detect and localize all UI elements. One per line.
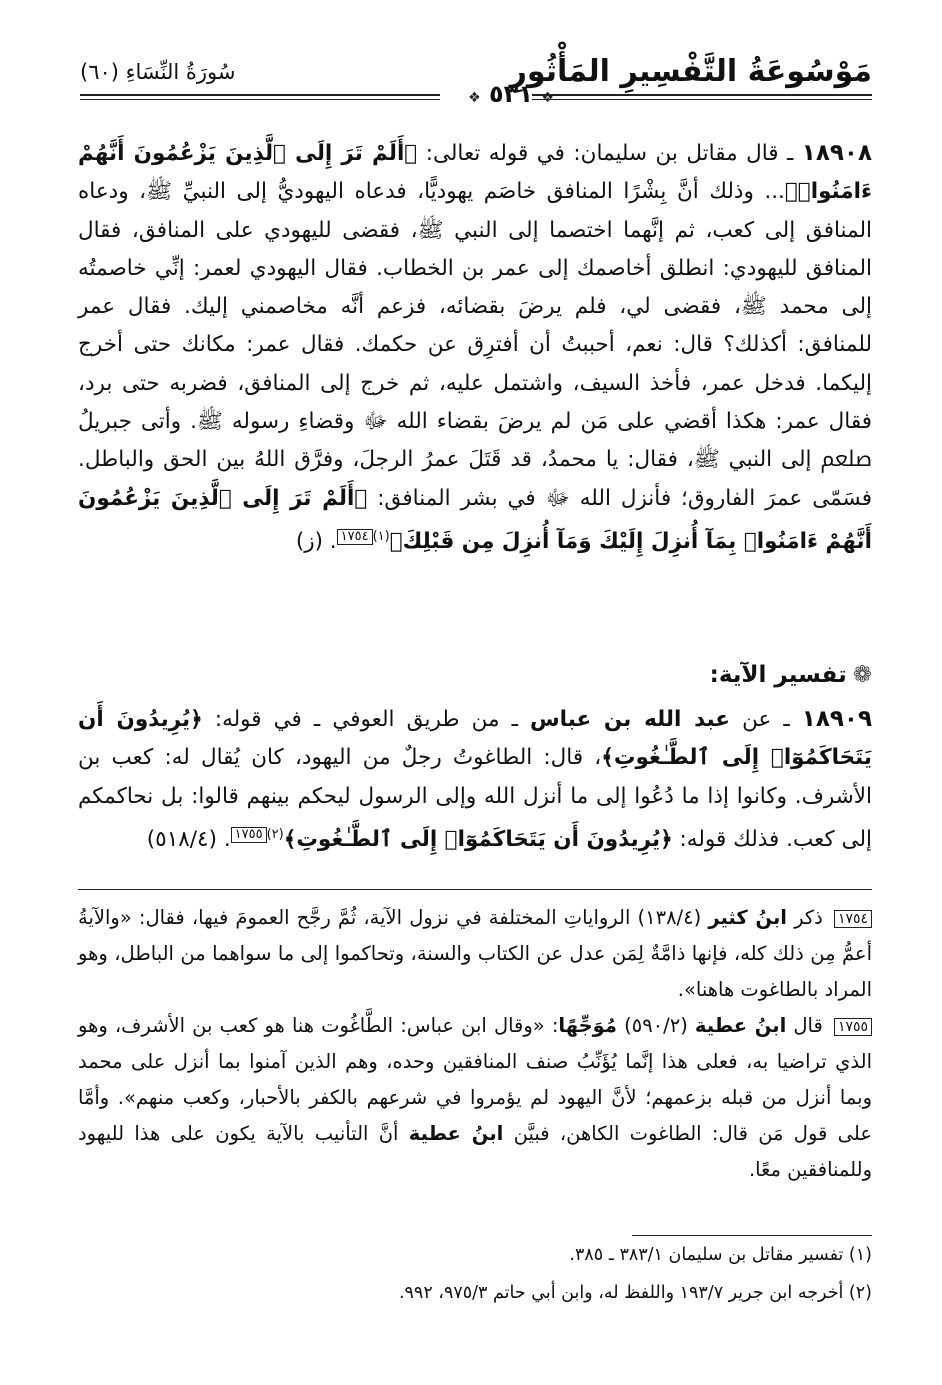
- entry-number: ١٨٩٠٨: [801, 140, 872, 166]
- notes-separator: [78, 889, 872, 890]
- footnote-1: (١) تفسير مقاتل بن سليمان ٣٨٣/١ ـ ٣٨٥.: [569, 1245, 872, 1265]
- entry-body: ، قال: الطاغوتُ رجلٌ من اليهود، كان يُقال له: كعب بن الأشرف. وكانوا إذا ما دُعُوا إلى ما أنزل الله وإلى الرسول ليحكم بينهم قالوا: بل نحاكمكم إلى كعب. فذلك قوله:: [78, 745, 872, 853]
- note-author: ابنُ عطية: [408, 1122, 504, 1145]
- header-rule-left: [80, 94, 440, 96]
- note-text-2: أنَّ التأنيب بالآية يكون على هذا لليهود وللمنافقين معًا.: [78, 1122, 872, 1181]
- entry-intro: ـ قال مقاتل بن سليمان: في قوله تعالى:: [417, 141, 802, 166]
- page-number: [440, 80, 582, 108]
- note-mid: (٥٩٠/٢): [616, 1014, 695, 1037]
- footnote-2: (٢) أخرجه ابن جرير ١٩٣/٧ واللفظ له، وابن أبي حاتم ٩٧٥/٣، ٩٩٢.: [398, 1283, 872, 1303]
- scholar-notes: [78, 900, 872, 1188]
- ornament-icon: ❖: [541, 90, 554, 106]
- note-ref-box: ١٧٥٥: [231, 827, 267, 843]
- section-title: تفسير الآية:: [709, 662, 847, 688]
- note-ref-box: ١٧٥٤: [337, 529, 373, 545]
- header-rule-left-thin: [80, 99, 440, 100]
- book-title: مَوْسُوعَةُ التَّفْسِيرِ المَأْثُورِ: [509, 54, 872, 89]
- flower-ornament-icon: ❁: [852, 662, 872, 688]
- quran-quote: ﴿أَلَمْ تَرَ إِلَى ٱلَّذِينَ يَزْعُمُونَ أَنَّهُمْ ءَامَنُوا۟ بِمَآ أُنزِلَ إِلَيْكَ وَمَآ أُنزِلَ مِن قَبْلِكَ﴾: [78, 485, 872, 555]
- note-1755: [78, 1008, 872, 1188]
- entry-number: ١٨٩٠٩: [801, 706, 872, 732]
- entry-tail: . (ز): [295, 529, 337, 555]
- note-pre: قال: [786, 1014, 830, 1037]
- note-text: (١٣٨/٤) الرواياتِ المختلفة في نزول الآية، ثُمَّ رجَّح العمومَ فيها، فقال: «والآيةُ أعمُّ مِن ذلك كله، فإنها ذامَّةٌ لِمَن عدل عن الكتاب والسنة، وتحاكموا إلى ما سواهما من الباطل، وهو المراد بالطاغوت هاهنا».: [78, 906, 872, 1001]
- surah-label: سُورَةُ النِّسَاءِ (٦٠): [80, 60, 236, 84]
- header-rule-right: [532, 94, 872, 96]
- ornament-icon: ❖: [468, 90, 481, 106]
- entry-18908: [78, 134, 872, 561]
- quran-quote: ﴿أَلَمْ تَرَ إِلَى ٱلَّذِينَ يَزْعُمُونَ أَنَّهُمْ ءَامَنُوا۟﴾: [78, 141, 872, 205]
- entry-body: ... وذلك أنَّ بِشْرًا المنافق خاصَم يهوديًّا، فدعاه اليهوديُّ إلى النبيِّ ﷺ، ودعاه المنافق إلى كعب، ثم إنَّهما اختصما إلى النبي ﷺ، فقضى لليهودي على المنافق، فقال المنافق لليهودي: انطلق أخاصمك إلى عمر بن الخطاب. فقال اليهودي لعمر: إنِّي خاصمتُه إلى محمد ﷺ، فقضى لي، فلم يرضَ بقضائه، فزعم أنَّه مخاصمني إليك. فقال عمر للمنافق: أكذلك؟ قال: نعم، أحببتُ أن أفترِق عن حكمك. فقال عمر: مكانك حتى أخرج إليكما. فدخل عمر، فأخذ السيف، واشتمل عليه، ثم خرج إلى المنافق، فضربه حتى برد، فقال عمر: هكذا أقضي على مَن لم يرضَ بقضاء الله ﷻ وقضاءِ رسوله ﷺ. وأتى جبريلُ ﷵ إلى النبي ﷺ، فقال: يا محمدُ، قد قَتَلَ عمرُ الرجلَ، وفرَّق اللهُ بين الحق والباطل. فسَمّى عمرَ الفاروق؛ فأنزل الله ﷻ في بشر المنافق:: [78, 179, 873, 511]
- note-1754: [78, 900, 872, 1008]
- note-author: ابنُ عطية: [694, 1014, 787, 1037]
- footnote-ref: (١): [372, 528, 390, 544]
- entry-mid: ـ من طريق العوفي ـ في قوله:: [202, 707, 530, 732]
- entry-pre: ـ عن: [730, 707, 802, 732]
- entry-18909: [78, 700, 872, 859]
- entry-tail: . (٥١٨/٤): [146, 827, 231, 853]
- quran-quote: ﴿يُرِيدُونَ أَن يَتَحَاكَمُوٓا۟ إِلَى ٱلطَّـٰغُوتِ﴾: [283, 827, 673, 853]
- footnote-ref: (٢): [266, 826, 284, 842]
- note-text: : «وقال ابن عباس: الطَّاغُوت هنا هو كعب بن الأشرف، وهو الذي تراضيا به، فعلى هذا إنَّما يُؤَنِّبُ صنف المنافقين وحده، وهم الذين آمنوا بما أنزل على محمد وبما أنزل من قبله بزعمهم؛ لأنَّ اليهود لم يؤمروا في شرعهم بالكفر بالأحبار، وكعب منهم». وأمَّا على قول مَن قال: الطاغوت الكاهن، فبيَّن: [78, 1014, 873, 1145]
- note-number-box: ١٧٥٥: [834, 1018, 872, 1036]
- header-rule-right-thin: [532, 99, 872, 100]
- section-heading: [710, 662, 872, 688]
- page-number-text: ٥٣١: [489, 80, 533, 108]
- page-header: [80, 52, 872, 112]
- note-author: ابنُ كثير: [708, 906, 787, 929]
- note-pre: ذكر: [786, 906, 830, 929]
- note-number-box: ١٧٥٤: [834, 910, 872, 928]
- footnotes-separator: [632, 1235, 872, 1236]
- note-label: مُوَجِّهًا: [558, 1014, 617, 1037]
- narrator-name: عبد الله بن عباس: [529, 707, 730, 732]
- quran-quote: ﴿يُرِيدُونَ أَن يَتَحَاكَمُوٓا۟ إِلَى ٱلطَّـٰغُوتِ﴾: [78, 707, 872, 771]
